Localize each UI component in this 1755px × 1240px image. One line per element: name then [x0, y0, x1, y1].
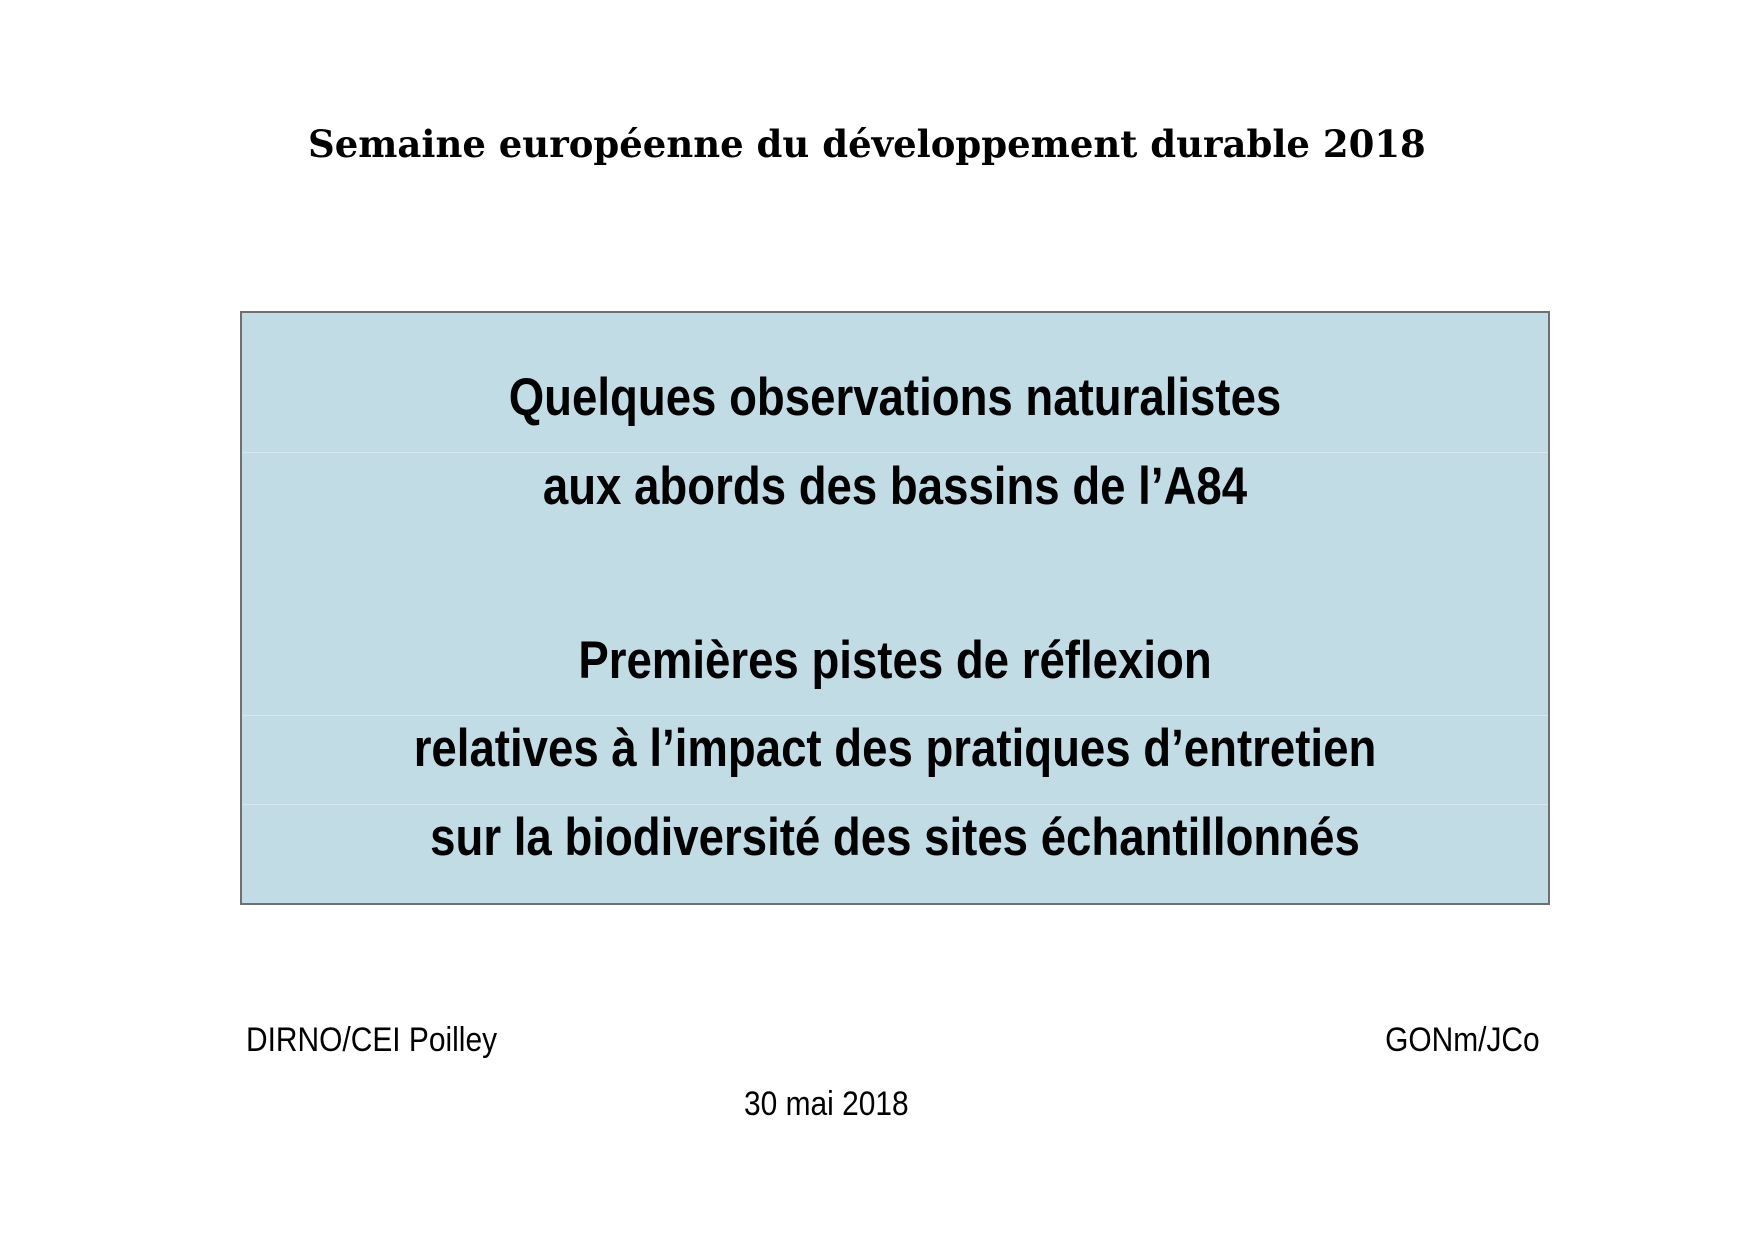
title-line-4: relatives à l’impact des pratiques d’entretien	[413, 719, 1377, 778]
title-box	[240, 311, 1550, 905]
organization-right: GONm/JCo	[1385, 1021, 1540, 1059]
title-line-2: aux abords des bassins de l’A84	[542, 457, 1248, 516]
title-line-5: sur la biodiversité des sites échantillonnés	[430, 808, 1360, 867]
title-line-1: Quelques observations naturalistes	[508, 368, 1282, 427]
title-line-3: Premières pistes de réflexion	[578, 631, 1212, 690]
organization-left: DIRNO/CEI Poilley	[246, 1021, 498, 1059]
event-title: Semaine européenne du développement durable 2018	[308, 122, 1426, 166]
document-date: 30 mai 2018	[744, 1085, 909, 1123]
